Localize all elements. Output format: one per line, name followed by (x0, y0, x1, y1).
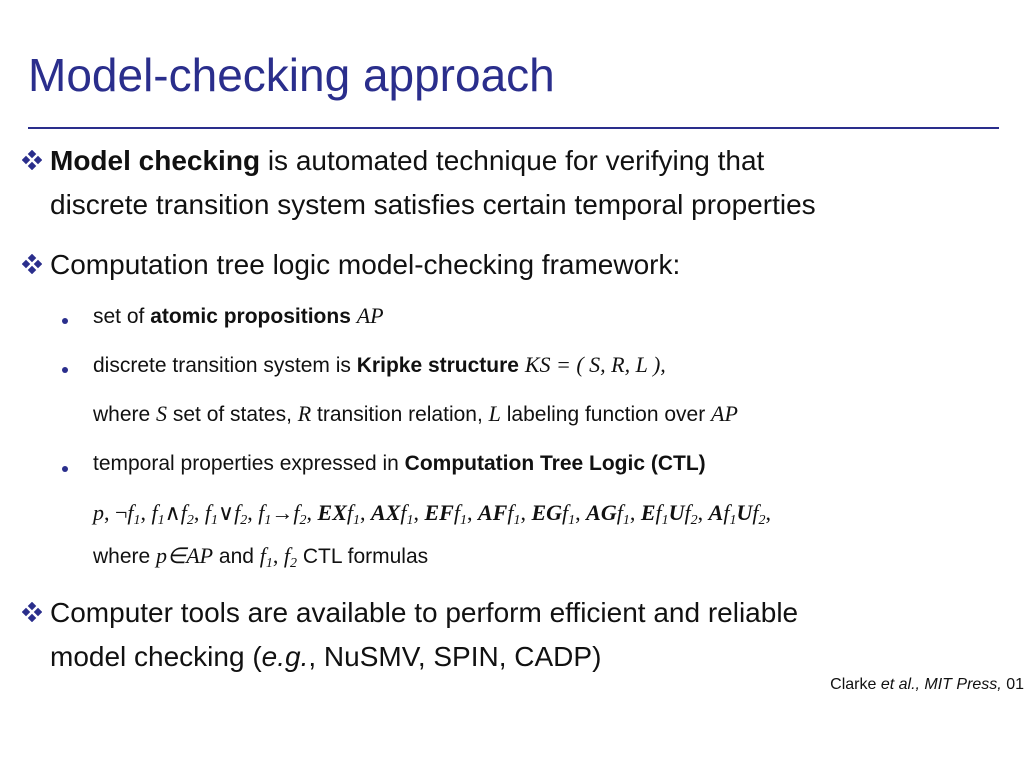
ks-where: where (93, 403, 157, 426)
ctl-where-pre: where (93, 545, 157, 568)
sub-ap-bold: atomic propositions (150, 305, 351, 328)
math-ks: KS = ( S, R, L ), (524, 352, 666, 377)
math-l: L (488, 401, 501, 426)
bullet-3-line-2 (50, 643, 601, 671)
sub-ks-bold: Kripke structure (356, 354, 519, 377)
math-p-in-ap: p∈AP (156, 543, 214, 568)
sub-kripke-where (93, 403, 738, 425)
dot-bullet-icon (62, 367, 68, 373)
bullet-3-pre: model checking ( (50, 641, 262, 672)
bullet-1-line-1 (50, 147, 764, 175)
ctl-where (93, 545, 428, 571)
ctl-where-comma: , (272, 543, 284, 568)
math-ap-2: AP (711, 401, 738, 426)
bullet-1-text: is automated technique for verifying that (260, 145, 765, 176)
math-f2: f (283, 543, 291, 568)
ctl-formula-list: p, ¬f1, f1∧f2, f1∨f2, f1→f2, EXf1, AXf1, EFf1, AFf1, EGf1, AGf1, Ef1Uf2, Af1Uf2, (93, 500, 771, 528)
bullet-3-post: , NuSMV, SPIN, CADP) (308, 641, 602, 672)
bullet-1-line-2: discrete transition system satisfies certain temporal properties (50, 189, 816, 220)
sub-ks-pre: discrete transition system is (93, 354, 357, 377)
bullet-1-bold: Model checking (50, 145, 261, 176)
math-f1-sub: 1 (265, 556, 273, 571)
sub-kripke-structure (93, 354, 666, 376)
diamond-bullet-icon (22, 602, 42, 622)
sub-ctl-bold: Computation Tree Logic (CTL) (404, 452, 706, 475)
bullet-3-eg: e.g. (261, 641, 309, 672)
bullet-2-text: Computation tree logic model-checking framework: (50, 249, 681, 280)
citation-author: Clarke (830, 676, 881, 693)
dot-bullet-icon (62, 318, 68, 324)
ks-relation: transition relation, (311, 403, 489, 426)
citation (830, 676, 1024, 694)
sub-ap-pre: set of (93, 305, 151, 328)
ks-states: set of states, (167, 403, 298, 426)
bullet-3-line-1: Computer tools are available to perform efficient and reliable (50, 597, 799, 628)
diamond-bullet-icon (22, 254, 42, 274)
math-s: S (156, 401, 168, 426)
title-divider (28, 127, 999, 129)
slide-title: Model-checking approach (28, 49, 555, 101)
ctl-where-post: CTL formulas (297, 545, 429, 568)
math-r: R (297, 401, 312, 426)
math-f1: f (259, 543, 266, 568)
citation-year: 01 (1001, 676, 1024, 693)
ctl-where-and: and (213, 545, 260, 568)
ks-labeling: labeling function over (500, 403, 712, 426)
math-f2-sub: 2 (290, 556, 298, 571)
sub-ctl-pre: temporal properties expressed in (93, 452, 405, 475)
citation-source: et al., MIT Press, (880, 676, 1002, 693)
dot-bullet-icon (62, 466, 68, 472)
sub-ctl (93, 453, 706, 474)
diamond-bullet-icon (22, 150, 42, 170)
math-ap: AP (356, 303, 384, 328)
sub-atomic-propositions (93, 305, 384, 327)
